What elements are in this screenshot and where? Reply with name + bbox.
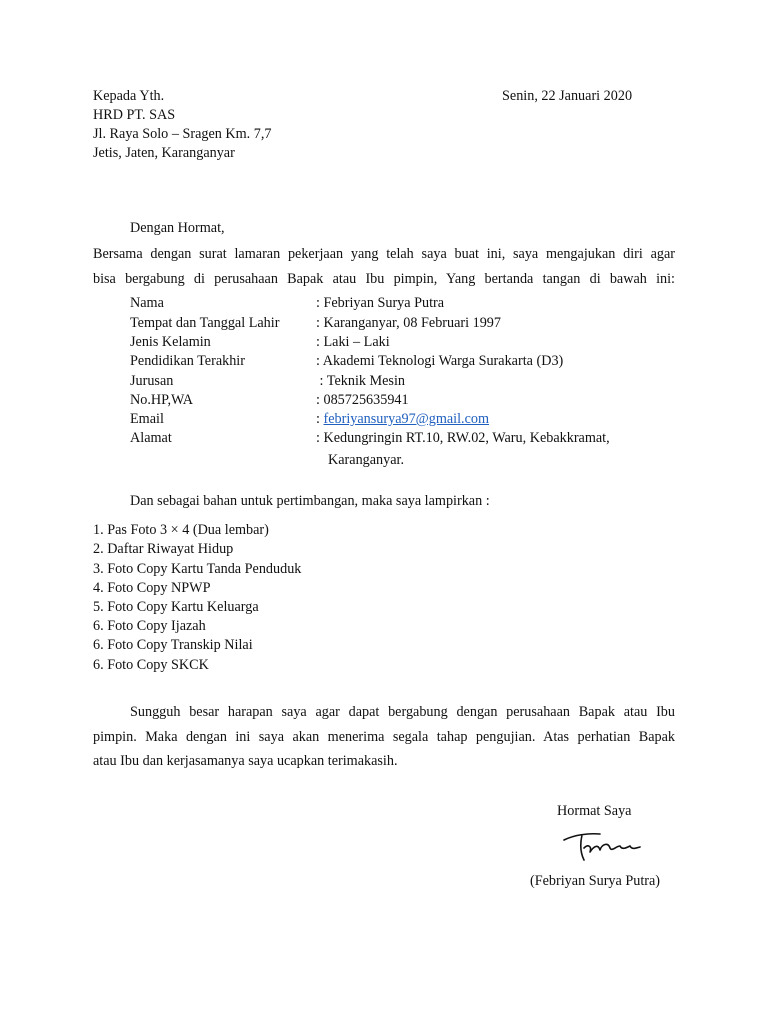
field-label-major: Jurusan [130,373,174,389]
field-label-nama: Nama [130,295,164,311]
recipient-line: Jetis, Jaten, Karanganyar [93,145,235,161]
attachment-item: 5. Foto Copy Kartu Keluarga [93,599,259,615]
field-value-email [316,411,489,428]
intro-paragraph-line: bisa bergabung di perusahaan Bapak atau Ibu pimpin, Yang bertanda tangan di bawah ini: [93,271,675,287]
recipient-line: HRD PT. SAS [93,107,176,123]
recipient-line: Kepada Yth. [93,88,165,104]
field-value-address: : Kedungringin RT.10, RW.02, Waru, Kebakkramat, [316,430,610,446]
handwritten-signature [560,826,644,866]
field-value-major: : Teknik Mesin [316,373,405,389]
attachment-item: 2. Daftar Riwayat Hidup [93,541,234,557]
attachment-item: 4. Foto Copy NPWP [93,580,211,596]
field-value-phone: : 085725635941 [316,392,409,408]
field-value-address-cont: Karanganyar. [328,452,405,468]
field-label-gender: Jenis Kelamin [130,334,211,350]
attachments-intro: Dan sebagai bahan untuk pertimbangan, maka saya lampirkan : [130,493,490,509]
field-value-gender: : Laki – Laki [316,334,390,350]
attachment-item: 6. Foto Copy SKCK [93,657,209,673]
signer-name: (Febriyan Surya Putra) [530,873,661,889]
field-label-address: Alamat [130,430,172,446]
field-label-ttl: Tempat dan Tanggal Lahir [130,315,280,331]
greeting: Dengan Hormat, [130,220,225,236]
attachment-item: 3. Foto Copy Kartu Tanda Penduduk [93,561,302,577]
field-value-ttl: : Karanganyar, 08 Februari 1997 [316,315,501,331]
closing-paragraph-line: atau Ibu dan kerjasamanya saya ucapkan terimakasih. [93,753,398,769]
closing-paragraph-line: Sungguh besar harapan saya agar dapat bergabung dengan perusahaan Bapak atau Ibu [130,704,675,720]
email-prefix: : [316,411,324,427]
attachment-item: 6. Foto Copy Ijazah [93,618,206,634]
recipient-line: Jl. Raya Solo – Sragen Km. 7,7 [93,126,272,142]
attachment-item: 6. Foto Copy Transkip Nilai [93,637,253,653]
field-value-nama: : Febriyan Surya Putra [316,295,445,311]
field-value-education: : Akademi Teknologi Warga Surakarta (D3) [316,353,564,369]
field-label-phone: No.HP,WA [130,392,194,408]
letter-date: Senin, 22 Januari 2020 [502,88,633,104]
field-label-email: Email [130,411,164,427]
salutation: Hormat Saya [557,803,632,819]
field-label-education: Pendidikan Terakhir [130,353,245,369]
attachment-item: 1. Pas Foto 3 × 4 (Dua lembar) [93,522,269,538]
closing-paragraph-line: pimpin. Maka dengan ini saya akan menerima segala tahap pengujian. Atas perhatian Bapak [93,729,675,745]
email-link[interactable]: febriyansurya97@gmail.com [323,411,490,427]
intro-paragraph-line: Bersama dengan surat lamaran pekerjaan yang telah saya buat ini, saya mengajukan diri agar [93,246,675,262]
